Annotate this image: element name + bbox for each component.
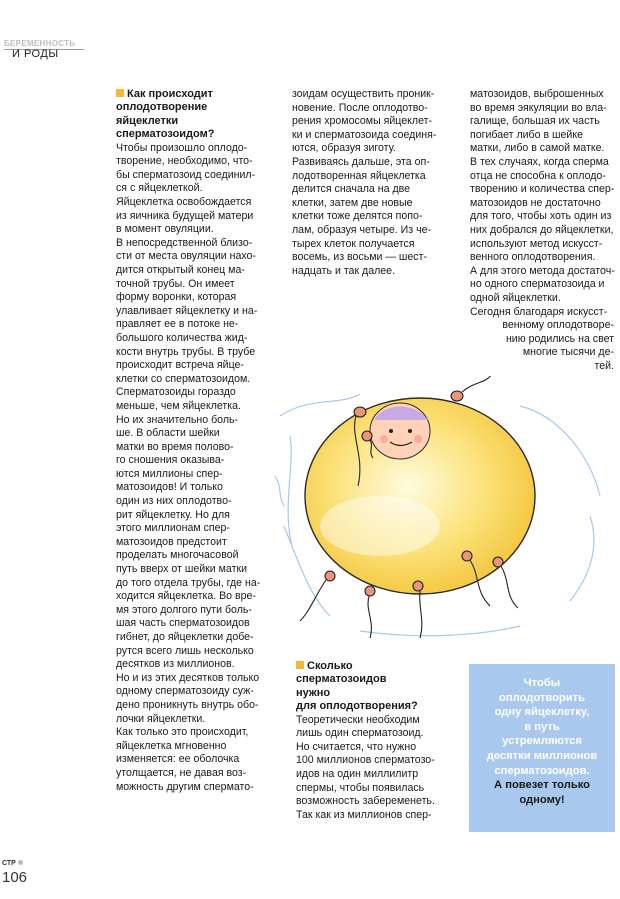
- text-line: рения хромосомы яйцеклет-: [292, 115, 432, 128]
- text-line: творению и количества спер-: [470, 183, 615, 196]
- text-line: правляет ее в потоке не-: [116, 318, 239, 331]
- text-line: погибает либо в шейке: [470, 128, 583, 141]
- text-line: го сношения оказыва-: [116, 454, 225, 467]
- text-line: лочки яйцеклетки.: [116, 712, 206, 725]
- text-line: Но их значительно боль-: [116, 413, 239, 426]
- text-line: Как только это происходит,: [116, 726, 249, 739]
- text-line: лам, образуя четыре. Из че-: [292, 223, 432, 236]
- text-line: лодотворенная яйцеклетка: [292, 169, 426, 182]
- heading-line: сперматозоидов: [296, 673, 387, 686]
- text-line: дится открытый конец ма-: [116, 263, 245, 276]
- text-line: отца не способна к оплодо-: [470, 169, 606, 182]
- column-2-lower: [296, 660, 456, 822]
- section-title-top: БЕРЕМЕННОСТЬ: [4, 39, 76, 48]
- text-line: нию родились на свет: [505, 332, 614, 345]
- text-line: одному сперматозоиду суж-: [116, 685, 254, 698]
- text-line: матозоидов! И только: [116, 481, 223, 494]
- text-line: мя этого долгого пути боль-: [116, 603, 252, 616]
- text-line: гибнет, до яйцеклетки добе-: [116, 631, 254, 643]
- text-line: матозоидов предстоит: [116, 535, 227, 548]
- text-line: матозоидов, выброшенных: [470, 88, 604, 100]
- text-line: ше. В области шейки: [116, 427, 220, 440]
- text-line: ся с яйцеклеткой.: [116, 182, 203, 195]
- text-line: шая часть сперматозоидов: [116, 617, 250, 630]
- text-line: спермы, чтобы появилась: [296, 781, 425, 794]
- text-line: кости внутрь трубы. В трубе: [116, 345, 256, 358]
- text-line: В непосредственной близо-: [116, 236, 253, 249]
- text-line: используют метод искусст-: [470, 237, 603, 250]
- column-1: [116, 88, 276, 794]
- text-line: Но и из этих десятков только: [116, 671, 260, 684]
- text-line: матки, либо в самой матке.: [470, 142, 605, 155]
- text-line: яйцеклетка мгновенно: [116, 739, 227, 752]
- text-line: ки и сперматозоида соединя-: [292, 128, 437, 141]
- callout-line: А повезет только: [494, 779, 590, 792]
- text-line: происходит встреча яйце-: [116, 359, 244, 372]
- text-line: тырех клеток получается: [292, 237, 415, 250]
- text-line: большого количества жид-: [116, 331, 248, 344]
- text-line: тей.: [594, 359, 614, 372]
- text-line: новение. После оплодотво-: [292, 101, 428, 114]
- text-line: В тех случаях, когда сперма: [470, 155, 609, 168]
- column-2-lower-body: [296, 714, 456, 823]
- text-line: но одного сперматозоида и: [470, 278, 605, 291]
- text-line: А для этого метода достаточ-: [470, 264, 615, 277]
- text-line: сти от места овуляции нахо-: [116, 250, 256, 263]
- page-label: СТР: [2, 860, 16, 867]
- sperm-cell: [451, 376, 492, 401]
- sperm-cell: [493, 557, 518, 608]
- text-line: улавливает яйцеклетку и на-: [116, 304, 258, 317]
- text-line: Чтобы произошло оплодо-: [116, 141, 248, 154]
- text-line: этого миллионам спер-: [116, 522, 230, 535]
- text-line: восемь, из восьми — шест-: [292, 251, 427, 264]
- text-line: дено проникнуть внутрь обо-: [116, 698, 259, 711]
- text-line: десятков из миллионов.: [116, 658, 235, 671]
- text-line: одной яйцеклетки.: [470, 291, 561, 304]
- text-line: изменяется: ее оболочка: [116, 753, 240, 766]
- text-line: венного оплодотворения.: [470, 251, 596, 264]
- text-line: ходится яйцеклетка. Во вре-: [116, 590, 256, 603]
- text-line: ются, образуя зиготу.: [292, 142, 396, 155]
- text-line: утолщается, не давая воз-: [116, 766, 247, 779]
- column-1-body: [116, 142, 276, 795]
- text-line: матозоидов не достаточно: [470, 196, 601, 209]
- egg-illustration: [270, 376, 615, 646]
- callout-line: Чтобы: [523, 677, 561, 689]
- text-line: зоидам осуществить проник-: [292, 88, 435, 100]
- column-2: [292, 88, 452, 278]
- heading-line: яйцеклетки: [116, 114, 179, 127]
- accent-square-icon: [296, 661, 304, 669]
- text-line: делится сначала на две: [292, 183, 411, 196]
- text-line: рит яйцеклетку. Но для: [116, 508, 230, 521]
- column-3-tail: [470, 319, 620, 373]
- text-line: рутся всего лишь несколько: [116, 644, 254, 657]
- text-line: меньше, чем яйцеклетка.: [116, 399, 241, 412]
- callout-line: устремляются: [502, 735, 582, 748]
- text-line: многие тысячи де-: [522, 346, 614, 359]
- callout-box: [469, 664, 615, 832]
- heading-line: Как происходит: [127, 88, 213, 100]
- section-header: [4, 40, 84, 64]
- heading-line: нужно: [296, 686, 331, 699]
- text-line: матки во время полово-: [116, 440, 234, 453]
- sperm-cell: [365, 586, 375, 638]
- text-line: Сегодня благодаря искусст-: [470, 305, 608, 318]
- column-3-body: [470, 88, 620, 319]
- text-line: во время эякуляции во вла-: [470, 101, 607, 114]
- text-line: Так как из миллионов спер-: [296, 808, 432, 821]
- callout-line: в путь: [524, 720, 560, 733]
- text-line: идов на один миллилитр: [296, 768, 419, 780]
- sperm-cell: [413, 581, 423, 638]
- nucleus-face: [370, 403, 430, 459]
- text-line: возможность забеременеть.: [296, 795, 435, 808]
- text-line: форму воронки, которая: [116, 291, 237, 304]
- heading-line: для оплодотворения?: [296, 700, 418, 713]
- text-line: Теоретически необходим: [296, 713, 420, 726]
- column-3: [470, 88, 620, 373]
- callout-dark-text: [475, 778, 609, 807]
- text-line: Сперматозоиды гораздо: [116, 386, 236, 399]
- text-line: Развиваясь дальше, эта оп-: [292, 155, 430, 168]
- column-2-body: [292, 88, 452, 278]
- callout-line: одному!: [519, 793, 565, 806]
- heading-line: Сколько: [307, 660, 353, 672]
- text-line: проделать многочасовой: [116, 549, 239, 562]
- heading-line: сперматозоидом?: [116, 128, 215, 141]
- egg-highlight: [320, 496, 440, 556]
- text-line: в момент овуляции.: [116, 223, 214, 236]
- heading-line: оплодотворение: [116, 101, 208, 114]
- callout-line: десятки миллионов: [486, 749, 598, 762]
- callout-white-text: [475, 676, 609, 778]
- text-line: них добрался до яйцеклетки,: [470, 223, 614, 236]
- text-line: клетки тоже делятся попо-: [292, 210, 423, 223]
- text-line: один из них оплодотво-: [116, 495, 232, 508]
- page-dot-icon: [18, 860, 23, 865]
- section-title-bottom: И РОДЫ: [12, 48, 59, 60]
- text-line: Яйцеклетка освобождается: [116, 196, 252, 208]
- text-line: лишь один сперматозоид.: [296, 727, 424, 740]
- text-line: галище, большая их часть: [470, 115, 600, 128]
- text-line: можность другим спермато-: [116, 780, 254, 793]
- text-line: клетки со сперматозоидом.: [116, 372, 251, 385]
- text-line: Но считается, что нужно: [296, 740, 417, 753]
- text-line: из яичника будущей матери: [116, 209, 254, 222]
- text-line: творение, необходимо, что-: [116, 155, 253, 168]
- text-line: ются миллионы спер-: [116, 467, 223, 480]
- text-line: клетки, затем две новые: [292, 196, 413, 209]
- callout-line: одну яйцеклетку,: [494, 706, 590, 719]
- callout-line: оплодотворить: [498, 691, 585, 704]
- accent-square-icon: [116, 89, 124, 97]
- text-line: надцать и так далее.: [292, 264, 396, 277]
- text-line: венному оплодотворе-: [502, 319, 614, 332]
- heading-how-many: [296, 660, 456, 714]
- text-line: для того, чтобы хоть один из: [470, 210, 612, 223]
- text-line: путь вверх от шейки матки: [116, 563, 247, 576]
- text-line: 100 миллионов сперматозо-: [296, 754, 435, 767]
- text-line: бы сперматозоид соединил-: [116, 168, 256, 181]
- text-line: точной трубы. Он имеет: [116, 277, 235, 290]
- text-line: до того отдела трубы, где на-: [116, 576, 261, 589]
- callout-line: сперматозоидов.: [494, 764, 590, 777]
- heading-fertilization: [116, 88, 276, 142]
- page-number-value: 106: [2, 869, 28, 886]
- page-number: [2, 852, 42, 886]
